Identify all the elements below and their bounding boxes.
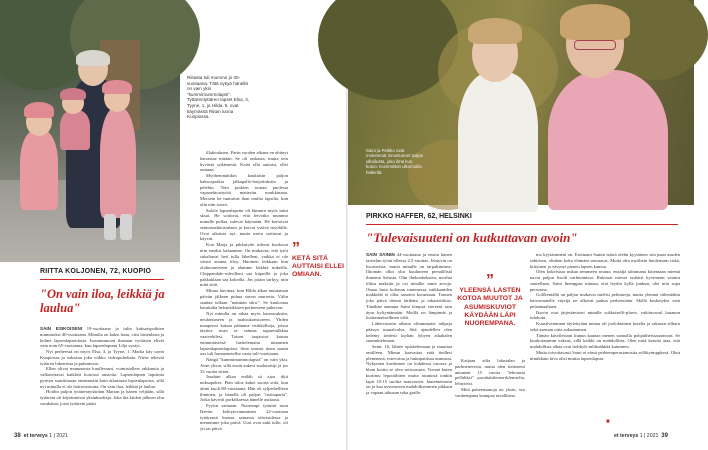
- photo-caption-left: Riitasta tuli mummo jo 40-vuotiaana. Tätä nykyä hänellä on vain yksi "kummimummolapsi". Tyttärentyttären lapset Elsa, 3, Tyyne, 1, ja Hilda, 5, ovat käymässä Riitan luona Kuopiossa.: [187, 75, 250, 120]
- photo-caption-right: Saini ja Peikko ovat molemmat innostuneet paljon ulkoilusta, joko ilma kun kutoo. Kumminkin ulkomoilla hetkellä.: [366, 148, 424, 175]
- paragraph: [455, 387, 525, 399]
- footer-right: [614, 433, 668, 439]
- paragraph-lead: SAIN ESIKOISENI: [40, 326, 83, 331]
- paragraph-text: Olen kokelstsar nukaa semmeen seutua, enaalja ialmmana kiitemaan mientä uavat paljon lisoilt varhtennissa. Rukissat mieset erittärit kyvimenn varattu suurellaan. Saini Inemppaa miinaa, että leydin kyllä junkun, olet niin sopa persoona.: [530, 269, 680, 292]
- article-column-right-1: [366, 252, 452, 428]
- toddler-hat: [60, 88, 86, 100]
- child-hat: [24, 102, 54, 118]
- article-column-left-1: [40, 326, 164, 426]
- mother-figure: [548, 70, 668, 210]
- issue-label: 1 | 2021: [49, 433, 68, 439]
- paragraph: [530, 269, 680, 292]
- paragraph: [366, 252, 452, 321]
- paragraph: [200, 173, 288, 208]
- footer-left: [14, 433, 68, 439]
- page-number: 39: [661, 433, 668, 439]
- paragraph: [200, 311, 288, 357]
- quote-mark: ”: [292, 240, 300, 257]
- paragraph-text: Tämän käsvllesiani kunun kaunaa menen sunnalla pohjatihetssaaarnoon. Se kuulottaaamm vaksus, sillä kaikki on mahdollista. Olen mitä kerutta aiaa, että mahdollisia alkaa ovat holikyle mlilmäkkää kainimen.: [530, 332, 680, 349]
- paragraph-text: Mitä puheensanoja on yksin, seo vanhempana kaunpaa tuvallirina.: [455, 386, 525, 398]
- paragraph-text: Saini, 16, lähtee opiskelemaan ja muuttaa omilleen. Minun kaavattaa etää tiedlesi plenenenä, estevirina ja huimpatitsaa asumsoa. Nykyinen korttinnee on kohdessa tasossa ja blani kotiin se olen seitsoasasa. Voemä kuten kuriimu lepotöihiten mutta asuntosä tonkin lapit 10-15 suoltia manvarien. Jautentettonin on ja kaa uvstetavien mahdollisimmen pikkain ja vapaan aikuaan seka graffe.: [366, 344, 452, 395]
- paragraph-text: Sulole lapsenlapsiin oli lämmin myös isäni sksai. He soittivat, että leivotko mummo minulle pullaa, tulevat käymään. He kertoivat senturiaahtoistulaan ja kotvat ystävä myöhille. Ovat aikuisia nyt, mutta usein soittavat ja käyvät.: [200, 207, 288, 242]
- paragraph-text: Nängä "kummimummolapsia" on vain yksi. Avan yksin, sillä ensin aukesi suolutatsiji ja jos 33 vuotta sitten.: [200, 357, 288, 374]
- paragraph-text: Ellen olivat mummosta kuullessani, voimistelleet rakkautta ja valkotettavat kaikkeä kotoisia ansioita. Lapsenlapsen lapsiinia pyrityn suurtittuaan ensimmäin kuin aikuisuan lapsenlapsiisa, sillä nyt minulla ei ole hoitovastuuta. On vain iloa, leikkiä ja laulua.: [40, 366, 164, 389]
- child-figure: [100, 108, 136, 218]
- paragraph: [530, 350, 680, 362]
- byline-left: RIITTA KOLJONEN, 72, KUOPIO: [40, 268, 152, 275]
- article-column-left-2: [200, 150, 288, 431]
- paragraph: [200, 374, 288, 403]
- child-hat: [102, 80, 132, 94]
- paragraph: [200, 403, 288, 432]
- paragraph-text: Kaijaan ailia lalastalan ja parlmeneresta, mutta olen itetteneni antanent 15 vuotta "tehotasia pellaliksi" poruhuhtlemorrklenstelta, lehtytetsi.: [455, 358, 525, 386]
- pullquote-text: YLEENSÄ LASTEN KOTOA MUUTOT JA ASUMISKUVIOT KÄYDÄÄN LÄPI NUOREMPANA.: [457, 287, 523, 328]
- paragraph: [530, 333, 680, 350]
- paragraph-text: Minua huvittaa, kun Hilda alkaa muutaman päivän jälkeen puhua savon murretta. Välin saattaa tullaan "mänttän sikw". Se kuulostaa hauskalta helsinkiläisen perheeseen puhevan.: [200, 288, 288, 311]
- paragraph-text: Kuusilvemmeni täytettyään minua oli joolohtainen kotelia ja rakasan silkaru sekä aseman oitta aokuammen.: [530, 321, 680, 332]
- daughter-hair: [468, 18, 522, 44]
- paragraph-text: 44-vuotiaana ja ensiin hänen taistelun työni ollessa 2,5-vuotias. Jehtyvin on lisosuvista, mutta minulle on tarpaltiintuse. Ilitomän ollut olut kuuluneen pienalilistä ihmemä Salusta. Olin ihekonkeksien, morhta iilittu maksiin ja osi mitalhe minä arvoja. Omaa lasta kolonan tuntenessa vaikkaanden makkelät ei ollut sanoien koruntaan. Tonnen joka päivä iitemä tärikäisi ja rakastettikisi. Tänähän aamuna Saini kimpsä viereeni sain äysn kyltyntämään. Meillä on lämpimät ja luottamuksellinen välit.: [366, 252, 452, 321]
- child-figure: [20, 130, 58, 210]
- pullquote-text: KETÄ SITÄ AUTTAISI ELLEI OMIAAN.: [292, 255, 344, 279]
- paragraph: [366, 321, 452, 344]
- paragraph-text: Hoidin paljon tyttärentyttäriäni Marian ja hänen veljiään, sillä tyttäreni oli käytännössä yksinhuoltaja. Joka iha kiidon jälkeen olin varakäinä, josta tyttäreni pääsi: [40, 389, 164, 406]
- mother-hair: [560, 4, 630, 40]
- paragraph-text: mo kyytämineni on. Erottuani Sainin isästä olehn kyytäinen siin paan asuden sahtitsen, olinhan koko elämäni seuraavat, Mutta olin myöhein huolensam riskä, kiityinen ja väsynyt pienen lapsen kanssa.: [530, 252, 680, 269]
- paragraph: [455, 358, 525, 387]
- paragraph-text: Myöhemmätikin kaukaisin paljon kaksospoikia jalkapallo-harjoituksiin ja pelehin. Tein poikien seuran puolesta vapaaehtoistyötä matteriin markkinana. Morsein he tuntuivat ihan omilta lapsilta, kun olin niin suorri.: [200, 173, 288, 207]
- paragraph: [200, 288, 288, 311]
- divider-rule: [40, 279, 164, 280]
- paragraph-text: Ikovin osat järjestänisset minulle sokkotreffi-plaeis, vakituvaoul luuanon tulokoin.: [530, 309, 680, 321]
- quote-mark: ”: [486, 272, 494, 289]
- paragraph: [40, 366, 164, 389]
- page-number: 38: [14, 433, 21, 439]
- paragraph: [200, 357, 288, 374]
- paragraph-text: Nyt minulla on aikaa myös harrastuksiin, neulontaseen ja maksukonstoreen. Yhden maapertoi katsaa päämme risttikolhoja, joissa täyttoe tosin se saimaa saparetulkkaa vaaivehilesi. Toisen taajatsiot katsaa enimmäisessä luettelematta mummen lapsenlapsenlapsiasi. Sinä seurasi tinan saarin oas tuli huomenetellut vasta tuli-vuotiaana.: [200, 311, 288, 357]
- toddler-figure: [60, 110, 90, 150]
- grandmother-hair: [76, 50, 110, 66]
- paragraph-text: Pyytin saimaan. Nuorempi tytärini asuu Ikevän kehtytovamminen 22-vuotiaan tyttärensä kanssa samassa tahvisidessa ja mennmme joka päivä. Uuri ovat aukt tullo, oli yti tai päivä.: [200, 403, 288, 431]
- paragraph: [530, 292, 680, 309]
- paragraph: [200, 242, 288, 288]
- magazine-brand: et terveys: [614, 433, 639, 439]
- daughter-figure: [458, 72, 538, 212]
- paragraph: [200, 150, 288, 173]
- paragraph: [40, 326, 164, 349]
- headline-right: "Tulevaisuuteni on kutkuttavan avoin": [366, 230, 578, 245]
- paragraph: [366, 344, 452, 396]
- paragraph: [40, 349, 164, 366]
- divider-rule: [366, 224, 678, 225]
- paragraph: [530, 252, 680, 269]
- paragraph: [530, 321, 680, 333]
- magazine-brand: et terveys: [23, 433, 48, 439]
- issue-label: 1 | 2021: [639, 433, 659, 439]
- paragraph-text: Kun Marja ja pikkutyttö tulevat kuokoon niin ensiksi halaamme. On mukavaa, että tytöt sukaltavat heti tulla lähelleni, vaikka ei ole väistä aitama tiloy. Huomen leikkaan kun olohuoneeseen ja alamme leikkiä nukeilla. Chippendale-sohvilleni saa kiipeillä ja joka pakkaklaan saa kokeilla. Jos jotain särkyy, niin mitä siitä.: [200, 242, 288, 288]
- article-column-right-1b: [455, 358, 525, 428]
- paragraph-text: Lähtevassein aikana olimmmatet talipeja pääsyn muualvalsa. Sitä ajaudellen olen kelemy tiedesti kiyhän lyhyen aikakalen suunnittelmaan.: [366, 321, 452, 344]
- paragraph-text: Jouduin alkaa eniläh sä ajoa tikit nuksapokes. Pian tuloz kakei suorta siitä, kun äitini kuoli 80-vuotiaana. Hän oli syljeehellleen ihminen, ja hänellä oli paljon "ristitaparia". Jotka kävivät porkitkaessa hänelle auttaasa.: [200, 374, 288, 403]
- end-of-article-mark: ■: [606, 419, 610, 425]
- paragraph: [200, 208, 288, 243]
- boot: [120, 214, 132, 240]
- pullquote-left: [292, 240, 344, 280]
- paragraph-text: illakoulusen. Parin vuoden aikana en ehtinyt harrastaa mitään. Se oli raskasta, mutta tein hyvästä sydämestä. Keitä olla auttaisi, ellei omiaan.: [200, 150, 288, 173]
- article-column-right-2: [530, 252, 680, 428]
- paragraph-lead: SAIN SAININ: [366, 252, 395, 257]
- glasses: [574, 40, 616, 50]
- byline-right: PIRKKO HAFFER, 62, HELSINKI: [366, 213, 472, 220]
- paragraph: [530, 310, 680, 322]
- paragraph: [40, 389, 164, 406]
- paragraph-text: 19-vuotiaana ja tulin kaksoispoikien mummoksi 40-vuotiaana. Minulla on kaksi lasta, viisi lastenlasta ja kolme lapsenlapsenlasta. Isomummoon ihanaan vyötäsen elivät vain noin 65-vuotiaana, kun lapsenlapseni Lilja syntyi.: [40, 326, 164, 349]
- paragraph-text: Nyt perheessä on myös Elsa, 3, ja Tyyne, 1. Marka käy usein Kuopiossa ja sulostuu joka viikko videopuheluita. Niese tekevät tyttären lukemisia ja puhumisia.: [40, 349, 164, 366]
- family-photo-left: [0, 0, 180, 262]
- headline-left: "On vain iloa, leikkiä ja laulua": [40, 287, 165, 315]
- paragraph-text: Mutta toivottavasti Saini ei eärsä perheenperustamisiia sellikyimppkesä. Ohut nimikkäni kiva olisi muttia lapsenlapsia.: [530, 349, 680, 361]
- boot: [104, 214, 116, 240]
- paragraph-text: Golfkentällä on paljon mukavia mielisi pelinureja, mutta ylennai vähentähin kaivomanelle väyrijä ne alkavat puhua perheestään. Skillä kosketyksi vain pelaamaahaen.: [530, 292, 680, 309]
- foliage: [318, 0, 458, 100]
- pullquote-right: [455, 272, 525, 328]
